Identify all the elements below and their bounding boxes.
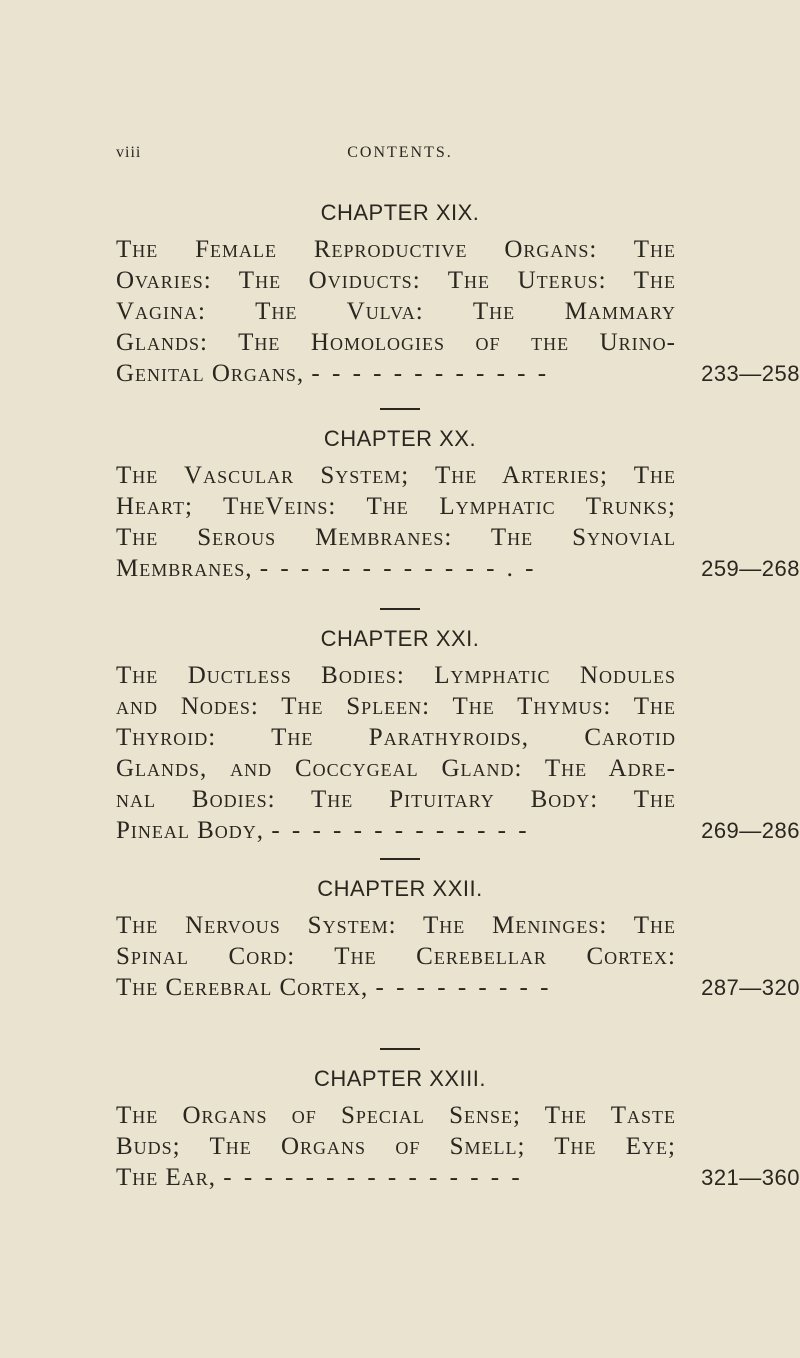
entry-line: The Vascular System; The Arteries; The bbox=[116, 462, 676, 489]
entry-text: Pineal Body, bbox=[116, 817, 265, 844]
entry-line: Heart; TheVeins: The Lymphatic Trunks; bbox=[116, 493, 676, 520]
section-rule bbox=[380, 408, 420, 410]
entry-line: Glands: The Homologies of the Urino- bbox=[116, 329, 676, 356]
chapter-entry bbox=[116, 1100, 800, 1193]
entry-line: The Ductless Bodies: Lymphatic Nodules bbox=[116, 662, 676, 689]
entry-line-last bbox=[116, 815, 676, 846]
chapter-heading: CHAPTER XXI. bbox=[320, 626, 480, 651]
entry-line: The Nervous System: The Meninges: The bbox=[116, 912, 676, 939]
chapter-entry bbox=[116, 234, 800, 389]
chapter-xx bbox=[0, 424, 800, 584]
page-range: 233—258 bbox=[701, 361, 800, 386]
entry-line: nal Bodies: The Pituitary Body: The bbox=[116, 786, 676, 813]
entry-line-last bbox=[116, 553, 676, 584]
dot-leader: - - - - - - - - - - - - - - - bbox=[223, 1164, 523, 1191]
dot-leader: - - - - - - - - - - - - . - bbox=[259, 555, 537, 582]
entry-line: and Nodes: The Spleen: The Thymus: The bbox=[116, 693, 676, 720]
entry-line: The Organs of Special Sense; The Taste bbox=[116, 1102, 676, 1129]
chapter-heading: CHAPTER XX. bbox=[323, 426, 477, 451]
chapter-entry bbox=[116, 460, 800, 584]
section-rule bbox=[380, 1048, 420, 1050]
entry-line: Buds; The Organs of Smell; The Eye; bbox=[116, 1133, 676, 1160]
page-number: viii bbox=[116, 144, 142, 161]
chapter-heading: CHAPTER XXIII. bbox=[313, 1066, 487, 1091]
entry-line-last bbox=[116, 972, 676, 1003]
entry-text: Membranes, bbox=[116, 555, 253, 582]
chapter-entry bbox=[116, 660, 800, 846]
entry-line: Thyroid: The Parathyroids, Carotid bbox=[116, 724, 676, 751]
entry-line-last bbox=[116, 1162, 676, 1193]
section-rule bbox=[380, 608, 420, 610]
dot-leader: - - - - - - - - - - - - - bbox=[271, 817, 530, 844]
chapter-heading: CHAPTER XXII. bbox=[317, 876, 483, 901]
chapter-xix bbox=[0, 198, 800, 389]
entry-line: Ovaries: The Oviducts: The Uterus: The bbox=[116, 267, 676, 294]
dot-leader: - - - - - - - - - bbox=[375, 974, 552, 1001]
entry-text: The Cerebral Cortex, bbox=[116, 974, 369, 1001]
chapter-xxiii bbox=[0, 1064, 800, 1193]
entry-line: The Serous Membranes: The Synovial bbox=[116, 524, 676, 551]
page-range: 287—320 bbox=[701, 975, 800, 1000]
entry-line: The Female Reproductive Organs: The bbox=[116, 236, 676, 263]
dot-leader: - - - - - - - - - - - - bbox=[311, 360, 550, 387]
entry-line: Spinal Cord: The Cerebellar Cortex: bbox=[116, 943, 676, 970]
entry-line: Vagina: The Vulva: The Mammary bbox=[116, 298, 676, 325]
page-range: 321—360 bbox=[701, 1165, 800, 1190]
section-rule bbox=[380, 858, 420, 860]
chapter-xxii bbox=[0, 874, 800, 1003]
chapter-heading: CHAPTER XIX. bbox=[320, 200, 480, 225]
entry-text: The Ear, bbox=[116, 1164, 217, 1191]
page-range: 269—286 bbox=[701, 818, 800, 843]
page-range: 259—268 bbox=[701, 556, 800, 581]
entry-line: Glands, and Coccygeal Gland: The Adre- bbox=[116, 755, 676, 782]
entry-line-last bbox=[116, 358, 676, 389]
page-header bbox=[0, 140, 800, 170]
chapter-entry bbox=[116, 910, 800, 1003]
running-head: CONTENTS. bbox=[347, 144, 453, 161]
entry-text: Genital Organs, bbox=[116, 360, 305, 387]
chapter-xxi bbox=[0, 624, 800, 846]
